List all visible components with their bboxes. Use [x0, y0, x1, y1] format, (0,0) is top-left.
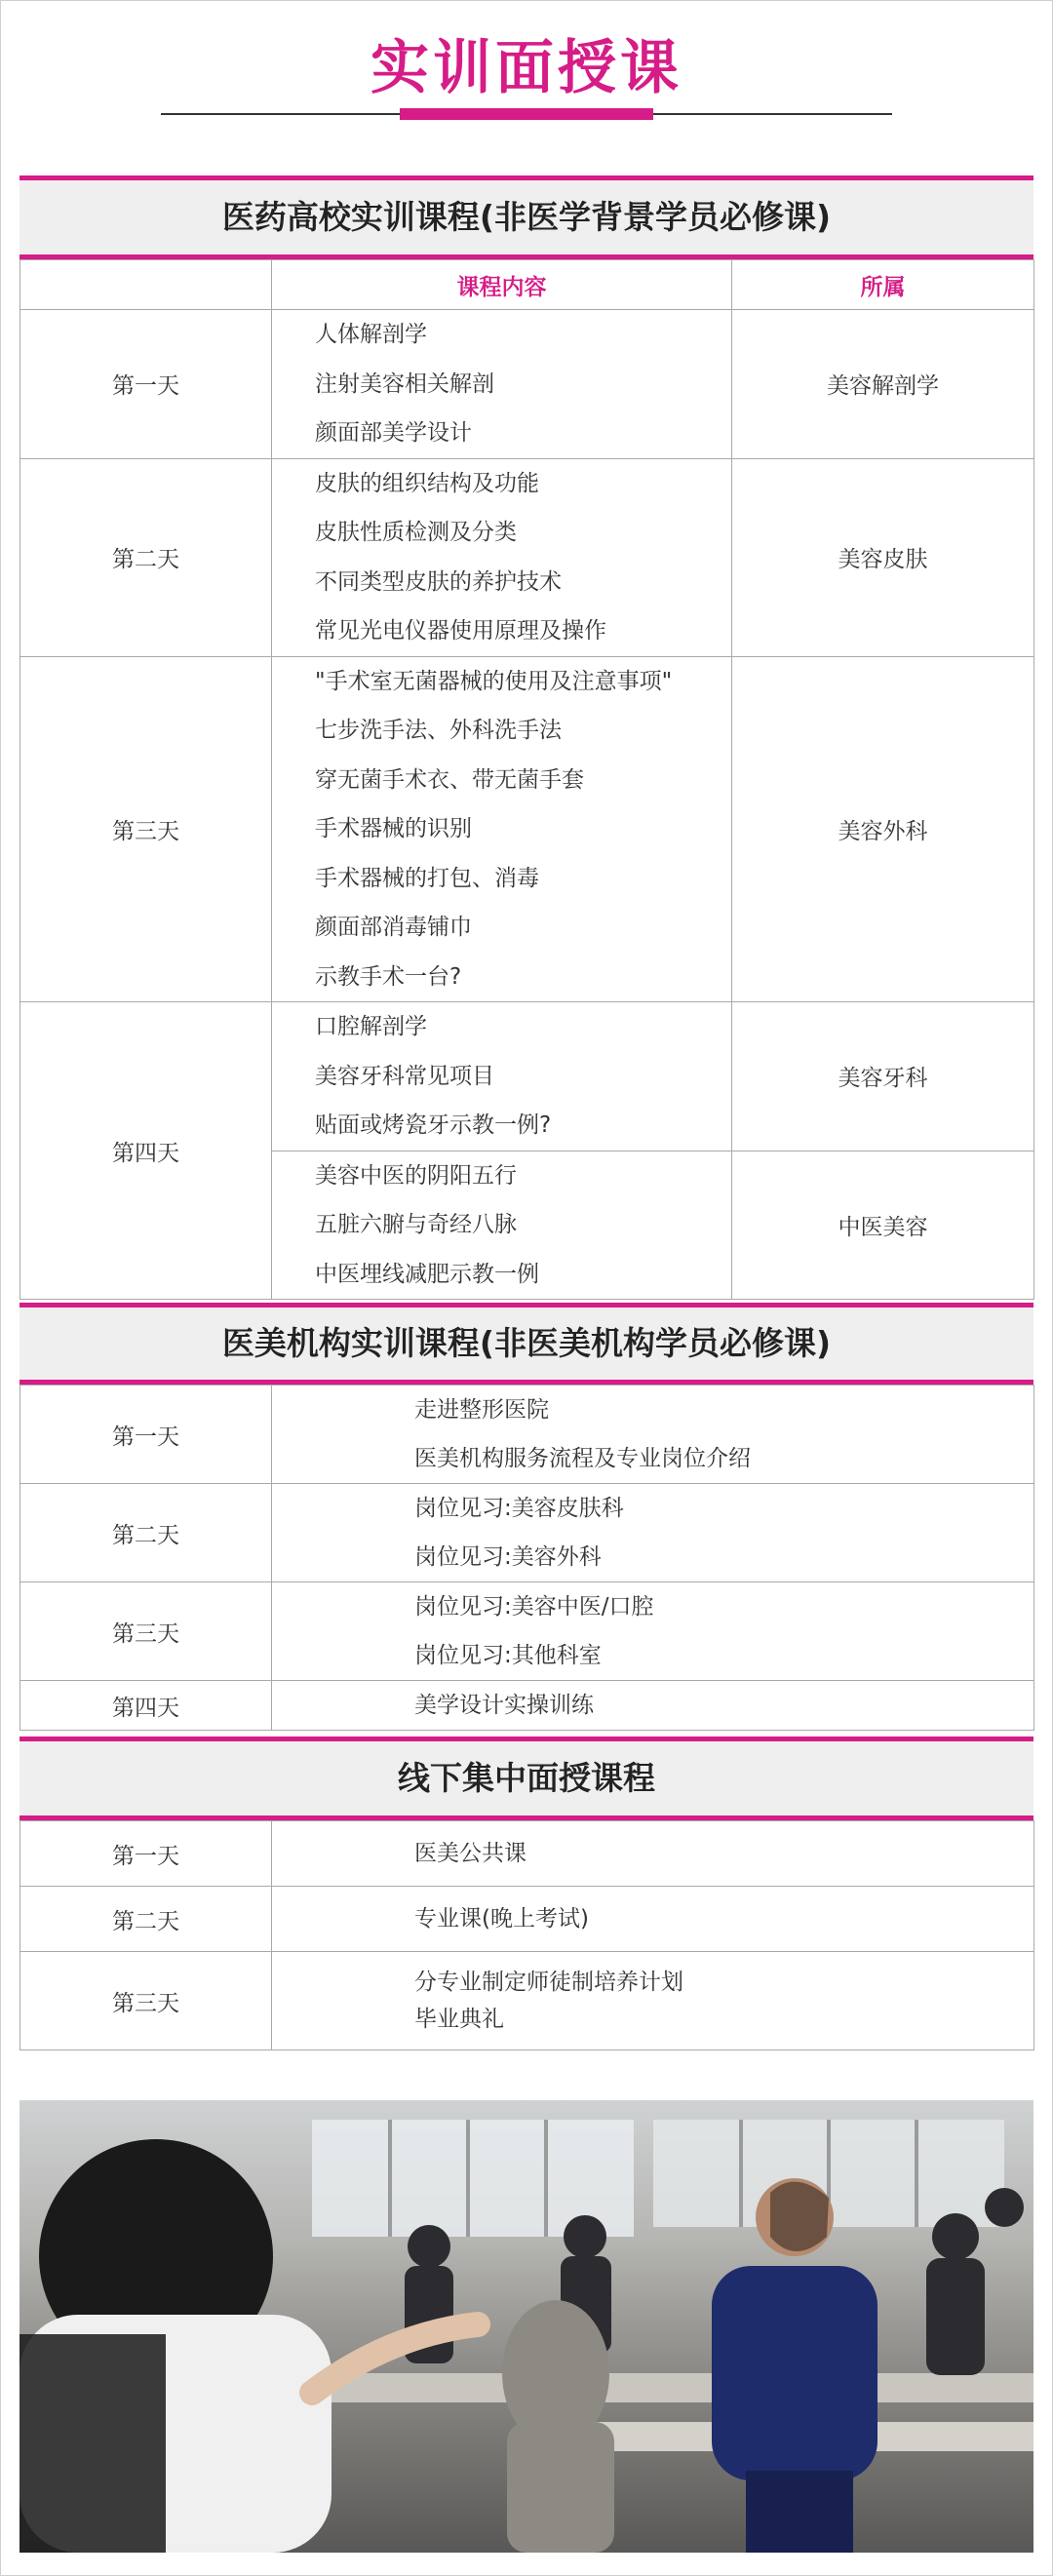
category-cell: 美容解剖学: [732, 310, 1034, 459]
day-cell: 第二天: [20, 458, 272, 656]
content-cell: [272, 1151, 732, 1300]
category-cell: 美容皮肤: [732, 458, 1034, 656]
section-title: 医药高校实训课程(非医学背景学员必修课): [20, 176, 1034, 259]
content-item: 人体解剖学: [315, 322, 427, 347]
content-item: 皮肤的组织结构及功能: [315, 470, 539, 496]
content-item: 岗位见习:其他科室: [414, 1643, 602, 1668]
table-row: [20, 1002, 1034, 1151]
category-cell: 美容牙科: [732, 1002, 1034, 1151]
day-cell: 第二天: [20, 1887, 272, 1952]
content-item: 岗位见习:美容外科: [414, 1544, 602, 1570]
content-item: 穿无菌手术衣、带无菌手套: [315, 766, 584, 793]
day-cell: 第一天: [20, 1386, 272, 1484]
category-cell: 美容外科: [732, 656, 1034, 1002]
content-item: 贴面或烤瓷牙示教一例?: [315, 1112, 552, 1138]
table-row: [20, 310, 1034, 459]
table-row: [20, 656, 1034, 1002]
content-item: 注射美容相关解剖: [315, 371, 494, 397]
content-cell: [272, 1582, 1034, 1681]
content-item: 常见光电仪器使用原理及操作: [315, 618, 606, 644]
content-item: 医美公共课: [414, 1841, 526, 1866]
content-item: 中医埋线减肥示教一例: [315, 1261, 539, 1287]
day-cell: 第一天: [20, 1821, 272, 1887]
content-item: 岗位见习:美容中医/口腔: [414, 1594, 654, 1620]
content-item: 岗位见习:美容皮肤科: [414, 1496, 624, 1521]
content-item: 分专业制定师徒制培养计划: [414, 1970, 683, 1995]
header-content: 课程内容: [272, 260, 732, 310]
content-item: 五脏六腑与奇经八脉: [315, 1212, 517, 1237]
content-cell: [272, 1821, 1034, 1887]
course-table: [20, 1385, 1034, 1731]
table-row: [20, 1821, 1034, 1887]
content-item: 颜面部美学设计: [315, 420, 472, 446]
content-cell: [272, 310, 732, 459]
content-item: 医美机构服务流程及专业岗位介绍: [414, 1446, 751, 1471]
section-title: 医美机构实训课程(非医美机构学员必修课): [20, 1303, 1034, 1385]
day-cell: 第四天: [20, 1681, 272, 1731]
day-cell: 第三天: [20, 1952, 272, 2050]
content-item: 走进整形医院: [414, 1397, 549, 1423]
content-item: 毕业典礼: [414, 2007, 504, 2032]
content-item: 美容牙科常见项目: [315, 1063, 494, 1089]
content-cell: [272, 458, 732, 656]
section-title: 线下集中面授课程: [20, 1737, 1034, 1820]
content-cell: [272, 1887, 1034, 1952]
day-cell: 第三天: [20, 656, 272, 1002]
course-table: [20, 1820, 1034, 2050]
section-clinic: [20, 1303, 1034, 1731]
content-cell: [272, 1952, 1034, 2050]
content-cell: [272, 1002, 732, 1151]
table-row: [20, 1952, 1034, 2050]
page-title: 实训面授课: [370, 34, 682, 102]
day-cell: 第一天: [20, 310, 272, 459]
content-item: 专业课(晚上考试): [414, 1906, 589, 1932]
day-cell: 第二天: [20, 1484, 272, 1582]
table-header-row: [20, 260, 1034, 310]
content-item: 口腔解剖学: [315, 1014, 427, 1039]
content-item: 美学设计实操训练: [414, 1693, 594, 1718]
day-cell: 第三天: [20, 1582, 272, 1681]
content-item: 不同类型皮肤的养护技术: [315, 568, 562, 595]
table-row: [20, 1887, 1034, 1952]
content-item: 示教手术一台?: [315, 963, 462, 990]
content-item: 手术器械的识别: [315, 816, 472, 841]
title-accent-bar: [400, 108, 653, 120]
table-row: [20, 458, 1034, 656]
content-cell: [272, 656, 732, 1002]
header-category: 所属: [732, 260, 1034, 310]
content-item: "手术室无菌器械的使用及注意事项": [315, 668, 673, 694]
content-item: 颜面部消毒铺巾: [315, 915, 472, 940]
header-blank: [20, 260, 272, 310]
content-item: 七步洗手法、外科洗手法: [315, 718, 562, 743]
content-cell: [272, 1681, 1034, 1731]
content-cell: [272, 1386, 1034, 1484]
course-table: [20, 259, 1034, 1300]
content-item: 手术器械的打包、消毒: [315, 865, 539, 891]
table-row: [20, 1681, 1034, 1731]
section-offline: [20, 1737, 1034, 2050]
classroom-photo-illustration: [20, 2100, 1034, 2553]
category-cell: 中医美容: [732, 1151, 1034, 1300]
content-item: 皮肤性质检测及分类: [315, 520, 517, 545]
section-medical-school: [20, 176, 1034, 1300]
table-row: [20, 1582, 1034, 1681]
table-row: [20, 1484, 1034, 1582]
day-cell: 第四天: [20, 1002, 272, 1300]
content-cell: [272, 1484, 1034, 1582]
classroom-photo: [20, 2100, 1034, 2553]
content-item: 美容中医的阴阳五行: [315, 1162, 517, 1189]
table-row: [20, 1386, 1034, 1484]
